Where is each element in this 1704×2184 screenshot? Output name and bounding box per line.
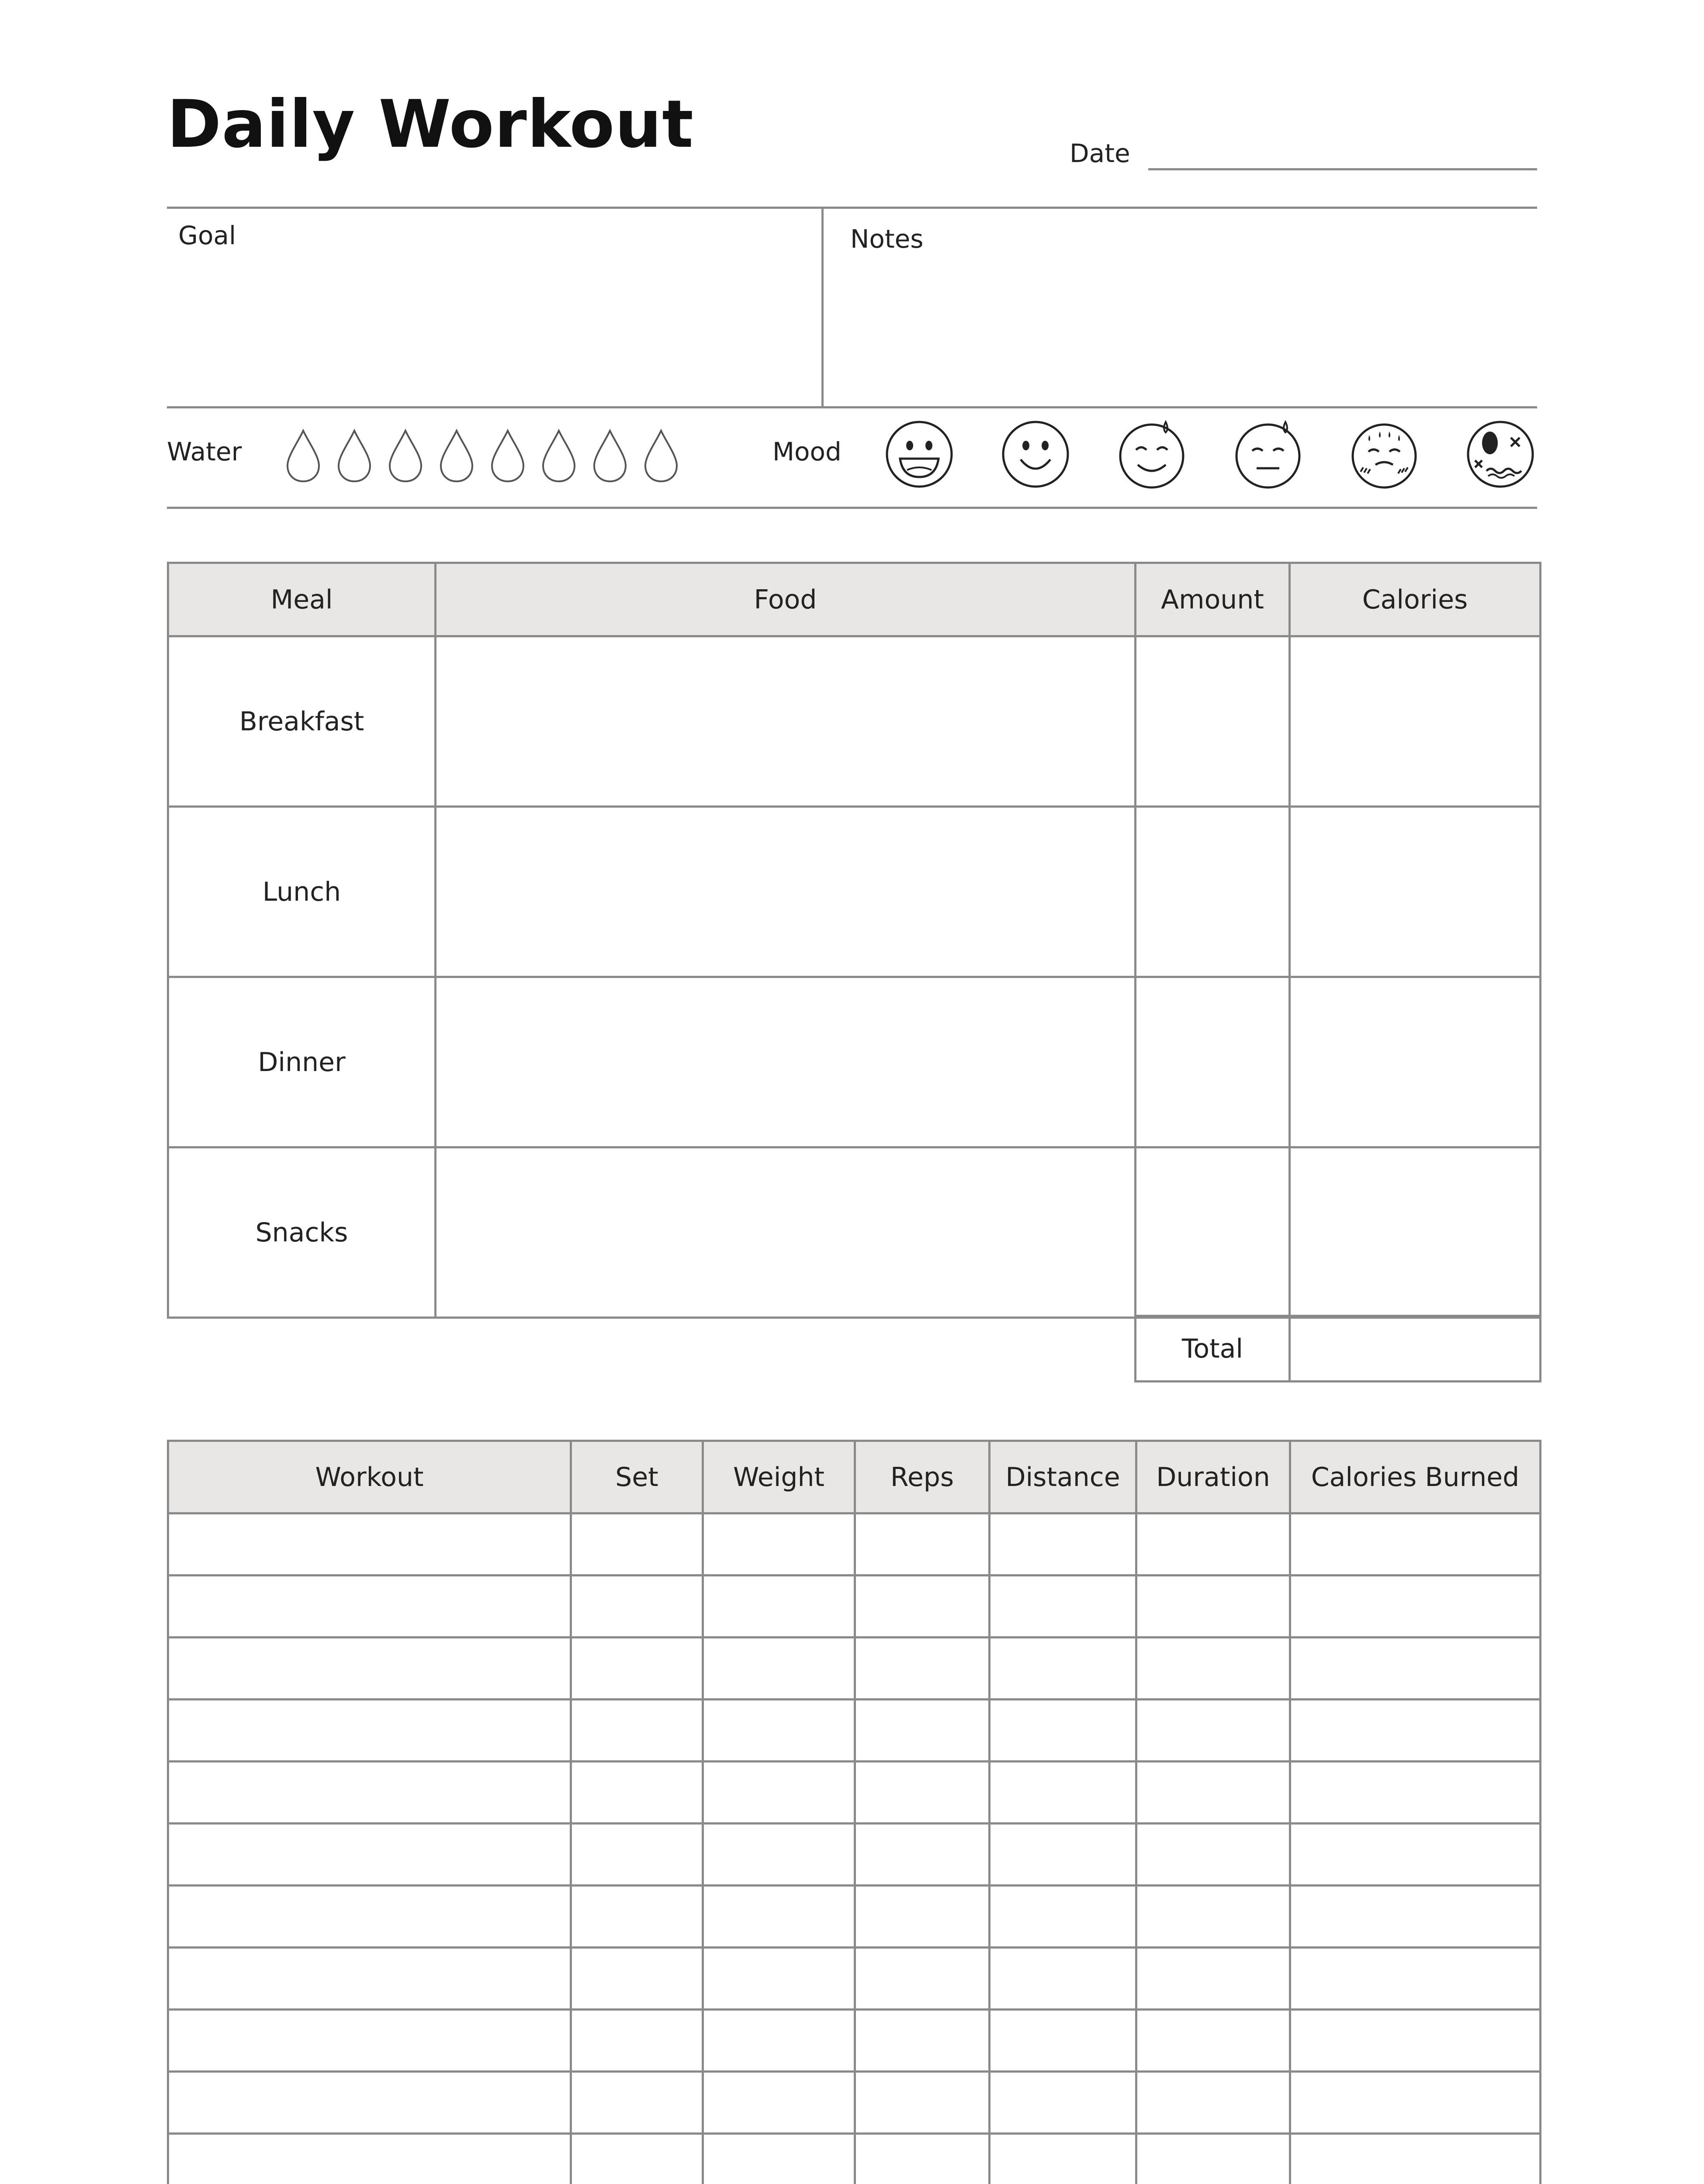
weight-cell[interactable] — [703, 1762, 855, 1824]
reps-cell[interactable] — [855, 1886, 990, 1948]
meal-total-label: Total — [1136, 1316, 1290, 1382]
calories-burned-cell[interactable] — [1290, 1638, 1541, 1700]
calories-burned-cell[interactable] — [1290, 1700, 1541, 1762]
meal-total-row — [1136, 1316, 1541, 1382]
distance-cell[interactable] — [990, 1948, 1136, 2010]
distance-header: Distance — [990, 1441, 1136, 1514]
workout-cell[interactable] — [168, 1700, 571, 1762]
food-header: Food — [436, 563, 1136, 636]
distance-cell[interactable] — [990, 1514, 1136, 1576]
weight-cell[interactable] — [703, 1576, 855, 1638]
workout-header: Workout — [168, 1441, 571, 1514]
table-row — [168, 1700, 1541, 1762]
calories-burned-cell[interactable] — [1290, 1948, 1541, 2010]
weight-cell[interactable] — [703, 2072, 855, 2134]
reps-cell[interactable] — [855, 1824, 990, 1886]
set-cell[interactable] — [571, 1948, 703, 2010]
workout-cell[interactable] — [168, 1762, 571, 1824]
set-cell[interactable] — [571, 1762, 703, 1824]
notes-field[interactable] — [825, 209, 1536, 405]
distance-cell[interactable] — [990, 1576, 1136, 1638]
workout-table-header-row — [168, 1441, 1541, 1514]
reps-cell[interactable] — [855, 1638, 990, 1700]
weight-header: Weight — [703, 1441, 855, 1514]
meal-label-breakfast: Breakfast — [168, 636, 436, 807]
duration-cell[interactable] — [1136, 2134, 1290, 2184]
weight-cell[interactable] — [703, 2010, 855, 2072]
annoyed-face-icon[interactable] — [1233, 419, 1303, 489]
food-cell[interactable] — [436, 807, 1136, 977]
duration-header: Duration — [1136, 1441, 1290, 1514]
calories-burned-cell[interactable] — [1290, 2072, 1541, 2134]
workout-cell[interactable] — [168, 1886, 571, 1948]
workout-cell[interactable] — [168, 2134, 571, 2184]
sweat-smile-face-icon[interactable] — [1117, 419, 1187, 489]
reps-cell[interactable] — [855, 2010, 990, 2072]
duration-cell[interactable] — [1136, 2072, 1290, 2134]
set-cell[interactable] — [571, 1514, 703, 1576]
weight-cell[interactable] — [703, 1948, 855, 2010]
calories-burned-cell[interactable] — [1290, 1762, 1541, 1824]
water-drop-icon[interactable] — [592, 429, 628, 483]
calories-burned-cell[interactable] — [1290, 1886, 1541, 1948]
workout-cell[interactable] — [168, 1514, 571, 1576]
water-drop-icon[interactable] — [489, 429, 526, 483]
calories-burned-cell[interactable] — [1290, 2010, 1541, 2072]
amount-cell[interactable] — [1136, 807, 1290, 977]
amount-cell[interactable] — [1136, 636, 1290, 807]
duration-cell[interactable] — [1136, 1576, 1290, 1638]
set-cell[interactable] — [571, 1886, 703, 1948]
meal-table-header-row — [168, 563, 1541, 636]
calories-burned-header: Calories Burned — [1290, 1441, 1541, 1514]
calories-cell[interactable] — [1290, 636, 1541, 807]
reps-cell[interactable] — [855, 1762, 990, 1824]
water-drop-icon[interactable] — [285, 429, 322, 483]
reps-cell[interactable] — [855, 2072, 990, 2134]
notes-label: Notes — [850, 224, 924, 254]
reps-cell[interactable] — [855, 2134, 990, 2184]
set-cell[interactable] — [571, 1576, 703, 1638]
duration-cell[interactable] — [1136, 1514, 1290, 1576]
goal-field[interactable] — [169, 209, 820, 405]
reps-cell[interactable] — [855, 1514, 990, 1576]
table-row — [168, 977, 1541, 1147]
goal-label: Goal — [178, 221, 236, 250]
divider-bottom — [167, 507, 1537, 509]
table-row — [168, 2134, 1541, 2184]
weight-cell[interactable] — [703, 1700, 855, 1762]
reps-header: Reps — [855, 1441, 990, 1514]
meal-label-snacks: Snacks — [168, 1147, 436, 1318]
workout-table — [167, 1440, 1541, 2184]
meal-label-dinner: Dinner — [168, 977, 436, 1147]
goal-notes-divider — [821, 207, 824, 406]
distance-cell[interactable] — [990, 1824, 1136, 1886]
water-drop-icon[interactable] — [336, 429, 373, 483]
distance-cell[interactable] — [990, 2072, 1136, 2134]
weight-cell[interactable] — [703, 2134, 855, 2184]
calories-burned-cell[interactable] — [1290, 2134, 1541, 2184]
set-cell[interactable] — [571, 2072, 703, 2134]
distance-cell[interactable] — [990, 1700, 1136, 1762]
water-label: Water — [167, 437, 242, 467]
water-drop-icon[interactable] — [387, 429, 424, 483]
meal-total-cell[interactable] — [1290, 1316, 1541, 1382]
table-row — [168, 1762, 1541, 1824]
workout-cell[interactable] — [168, 1638, 571, 1700]
meal-label-lunch: Lunch — [168, 807, 436, 977]
workout-cell[interactable] — [168, 1948, 571, 2010]
water-drop-icon[interactable] — [643, 429, 679, 483]
calories-burned-cell[interactable] — [1290, 1576, 1541, 1638]
amount-header: Amount — [1136, 563, 1290, 636]
table-row — [168, 2010, 1541, 2072]
calories-burned-cell[interactable] — [1290, 1824, 1541, 1886]
table-row — [168, 807, 1541, 977]
set-header: Set — [571, 1441, 703, 1514]
amount-cell[interactable] — [1136, 1147, 1290, 1318]
duration-cell[interactable] — [1136, 1948, 1290, 2010]
food-cell[interactable] — [436, 1147, 1136, 1318]
date-field[interactable] — [1148, 168, 1537, 170]
workout-cell[interactable] — [168, 2072, 571, 2134]
water-drop-icon[interactable] — [540, 429, 577, 483]
workout-cell[interactable] — [168, 2010, 571, 2072]
duration-cell[interactable] — [1136, 1762, 1290, 1824]
amount-cell[interactable] — [1136, 977, 1290, 1147]
food-cell[interactable] — [436, 977, 1136, 1147]
distance-cell[interactable] — [990, 1762, 1136, 1824]
duration-cell[interactable] — [1136, 1700, 1290, 1762]
water-drop-icon[interactable] — [438, 429, 475, 483]
duration-cell[interactable] — [1136, 1824, 1290, 1886]
calories-header: Calories — [1290, 563, 1541, 636]
table-row — [168, 1576, 1541, 1638]
meal-table — [167, 562, 1541, 1319]
smiling-face-icon[interactable] — [1001, 419, 1070, 489]
table-row — [168, 2072, 1541, 2134]
set-cell[interactable] — [571, 2134, 703, 2184]
table-row — [168, 636, 1541, 807]
set-cell[interactable] — [571, 1824, 703, 1886]
set-cell[interactable] — [571, 1700, 703, 1762]
distance-cell[interactable] — [990, 2010, 1136, 2072]
reps-cell[interactable] — [855, 1576, 990, 1638]
page-title: Daily Workout — [167, 86, 694, 162]
reps-cell[interactable] — [855, 1700, 990, 1762]
dizzy-face-icon[interactable] — [1465, 419, 1535, 489]
set-cell[interactable] — [571, 1638, 703, 1700]
duration-cell[interactable] — [1136, 1886, 1290, 1948]
workout-cell[interactable] — [168, 1824, 571, 1886]
meal-total-table — [1134, 1315, 1541, 1382]
distance-cell[interactable] — [990, 1886, 1136, 1948]
duration-cell[interactable] — [1136, 1638, 1290, 1700]
anxious-face-icon[interactable] — [1349, 419, 1419, 489]
table-row — [168, 1824, 1541, 1886]
weight-cell[interactable] — [703, 1638, 855, 1700]
laughing-face-icon[interactable] — [884, 419, 954, 489]
weight-cell[interactable] — [703, 1824, 855, 1886]
distance-cell[interactable] — [990, 2134, 1136, 2184]
table-row — [168, 1886, 1541, 1948]
table-row — [168, 1948, 1541, 2010]
meal-header: Meal — [168, 563, 436, 636]
set-cell[interactable] — [571, 2010, 703, 2072]
reps-cell[interactable] — [855, 1948, 990, 2010]
date-label: Date — [1070, 138, 1130, 168]
workout-cell[interactable] — [168, 1576, 571, 1638]
table-row — [168, 1147, 1541, 1318]
calories-burned-cell[interactable] — [1290, 1514, 1541, 1576]
table-row — [168, 1638, 1541, 1700]
calories-cell[interactable] — [1290, 807, 1541, 977]
distance-cell[interactable] — [990, 1638, 1136, 1700]
weight-cell[interactable] — [703, 1514, 855, 1576]
food-cell[interactable] — [436, 636, 1136, 807]
calories-cell[interactable] — [1290, 977, 1541, 1147]
mood-label: Mood — [772, 437, 842, 467]
divider-middle — [167, 406, 1537, 408]
duration-cell[interactable] — [1136, 2010, 1290, 2072]
table-row — [168, 1514, 1541, 1576]
weight-cell[interactable] — [703, 1886, 855, 1948]
calories-cell[interactable] — [1290, 1147, 1541, 1318]
